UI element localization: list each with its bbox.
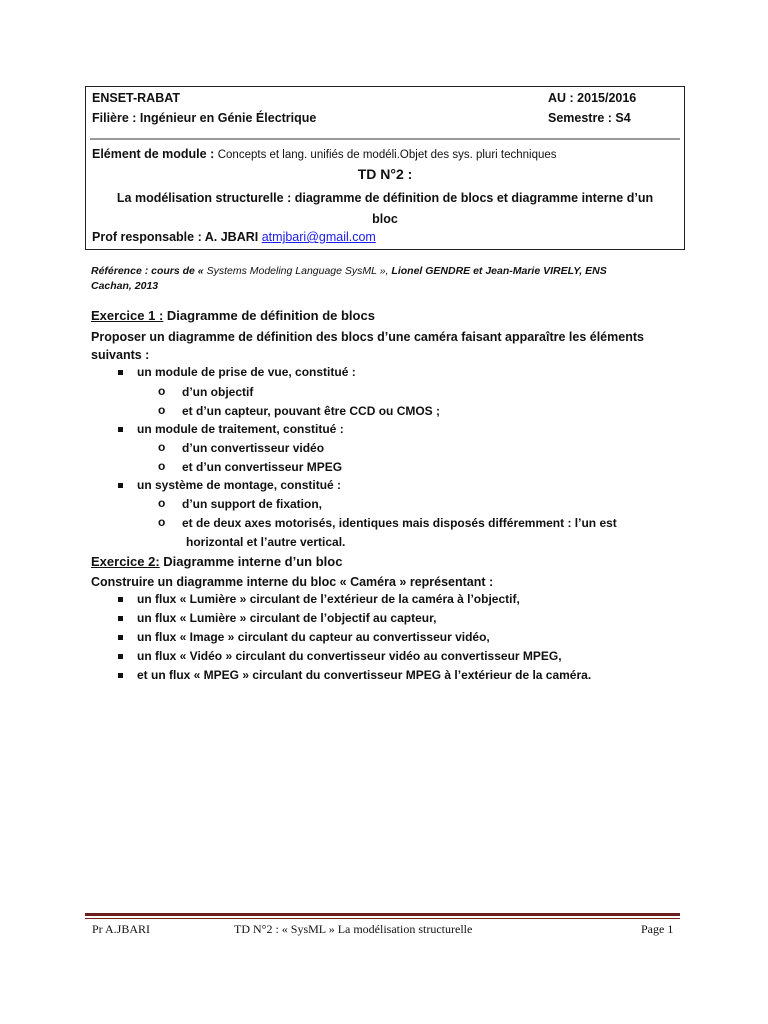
exercise2-item1: un flux « Lumière » circulant de l’extérieur de la caméra à l’objectif,: [137, 592, 520, 606]
exercise1-item3-sub1: d’un support de fixation,: [182, 497, 322, 511]
module-value: Concepts et lang. unifiés de modéli.Objet des sys. pluri techniques: [217, 149, 557, 161]
exercise1-intro: [91, 328, 681, 364]
exercise1-label: Exercice 1 :: [91, 308, 164, 323]
exercise1-item1-sub2: et d’un capteur, pouvant être CCD ou CMOS ;: [182, 404, 441, 418]
reference-authors: Lionel GENDRE et Jean-Marie VIRELY, ENS: [391, 265, 607, 277]
exercise1-item3-continuation: horizontal et l’autre vertical.: [186, 535, 346, 549]
bullet-square: [118, 370, 123, 375]
bullet-circle: o: [158, 459, 166, 473]
exercise2-intro: Construire un diagramme interne du bloc « Caméra » représentant :: [91, 575, 494, 589]
exercise1-item1: un module de prise de vue, constitué :: [137, 365, 356, 379]
exercise2-item4: un flux « Vidéo » circulant du convertisseur vidéo au convertisseur MPEG,: [137, 649, 562, 663]
module-line: [92, 147, 557, 161]
bullet-square: [118, 597, 123, 602]
module-label: Elément de module :: [92, 147, 215, 161]
school-name: ENSET-RABAT: [92, 91, 180, 105]
prof-line: [92, 230, 376, 244]
td-number: TD N°2 :: [357, 166, 413, 182]
exercise2-item5: et un flux « MPEG » circulant du convertisseur MPEG à l’extérieur de la caméra.: [137, 668, 592, 682]
bullet-square: [118, 635, 123, 640]
footer-rule-thick: [85, 913, 680, 916]
exercise2-label: Exercice 2:: [91, 554, 160, 569]
bullet-square: [118, 654, 123, 659]
exercise1-heading: [91, 308, 375, 323]
bullet-square: [118, 483, 123, 488]
bullet-circle: o: [158, 515, 166, 529]
exercise2-title: Diagramme interne d’un bloc: [163, 554, 343, 569]
footer-author: Pr A.JBARI: [92, 922, 151, 936]
exercise1-title: Diagramme de définition de blocs: [166, 308, 375, 323]
exercise1-item2: un module de traitement, constitué :: [137, 422, 344, 436]
bullet-square: [118, 427, 123, 432]
bullet-circle: o: [158, 403, 166, 417]
exercise2-heading: [91, 554, 342, 569]
academic-year: AU : 2015/2016: [548, 91, 637, 105]
header-box: [85, 86, 685, 250]
exercise1-item2-sub2: et d’un convertisseur MPEG: [182, 460, 343, 474]
reference-prefix: Référence : cours de «: [91, 265, 204, 277]
exercise1-item3-sub2: et de deux axes motorisés, identiques mais disposés différemment : l’un est: [182, 516, 617, 530]
bullet-square: [118, 616, 123, 621]
td-title-line2: bloc: [372, 212, 398, 226]
td-title-line1: La modélisation structurelle : diagramme de définition de blocs et diagramme interne d’un: [116, 191, 654, 205]
exercise1-item2-sub1: d’un convertisseur vidéo: [182, 441, 325, 455]
header-separator: [90, 138, 680, 140]
footer-title: TD N°2 : « SysML » La modélisation structurelle: [234, 922, 473, 936]
footer-page-number: Page 1: [641, 922, 674, 936]
reference-title: Systems Modeling Language SysML »,: [206, 265, 389, 277]
bullet-circle: o: [158, 384, 166, 398]
footer-rule-thin: [85, 918, 680, 919]
bullet-square: [118, 673, 123, 678]
exercise1-item3: un système de montage, constitué :: [137, 478, 342, 492]
exercise2-item3: un flux « Image » circulant du capteur au convertisseur vidéo,: [137, 630, 490, 644]
td-title: [86, 188, 684, 230]
reference: [91, 264, 681, 294]
prof-label: Prof responsable : A. JBARI: [92, 230, 259, 244]
bullet-circle: o: [158, 496, 166, 510]
exercise1-intro-line1: Proposer un diagramme de définition des blocs d’une caméra faisant apparaître les éléments: [91, 330, 644, 344]
semestre: Semestre : S4: [548, 111, 631, 125]
exercise2-item2: un flux « Lumière » circulant de l’objectif au capteur,: [137, 611, 437, 625]
prof-email-link[interactable]: atmjbari@gmail.com: [261, 230, 376, 244]
filiere: Filière : Ingénieur en Génie Électrique: [92, 111, 317, 125]
exercise1-item1-sub1: d’un objectif: [182, 385, 254, 399]
reference-line2: Cachan, 2013: [91, 280, 159, 292]
exercise1-intro-line2: suivants :: [91, 348, 150, 362]
bullet-circle: o: [158, 440, 166, 454]
